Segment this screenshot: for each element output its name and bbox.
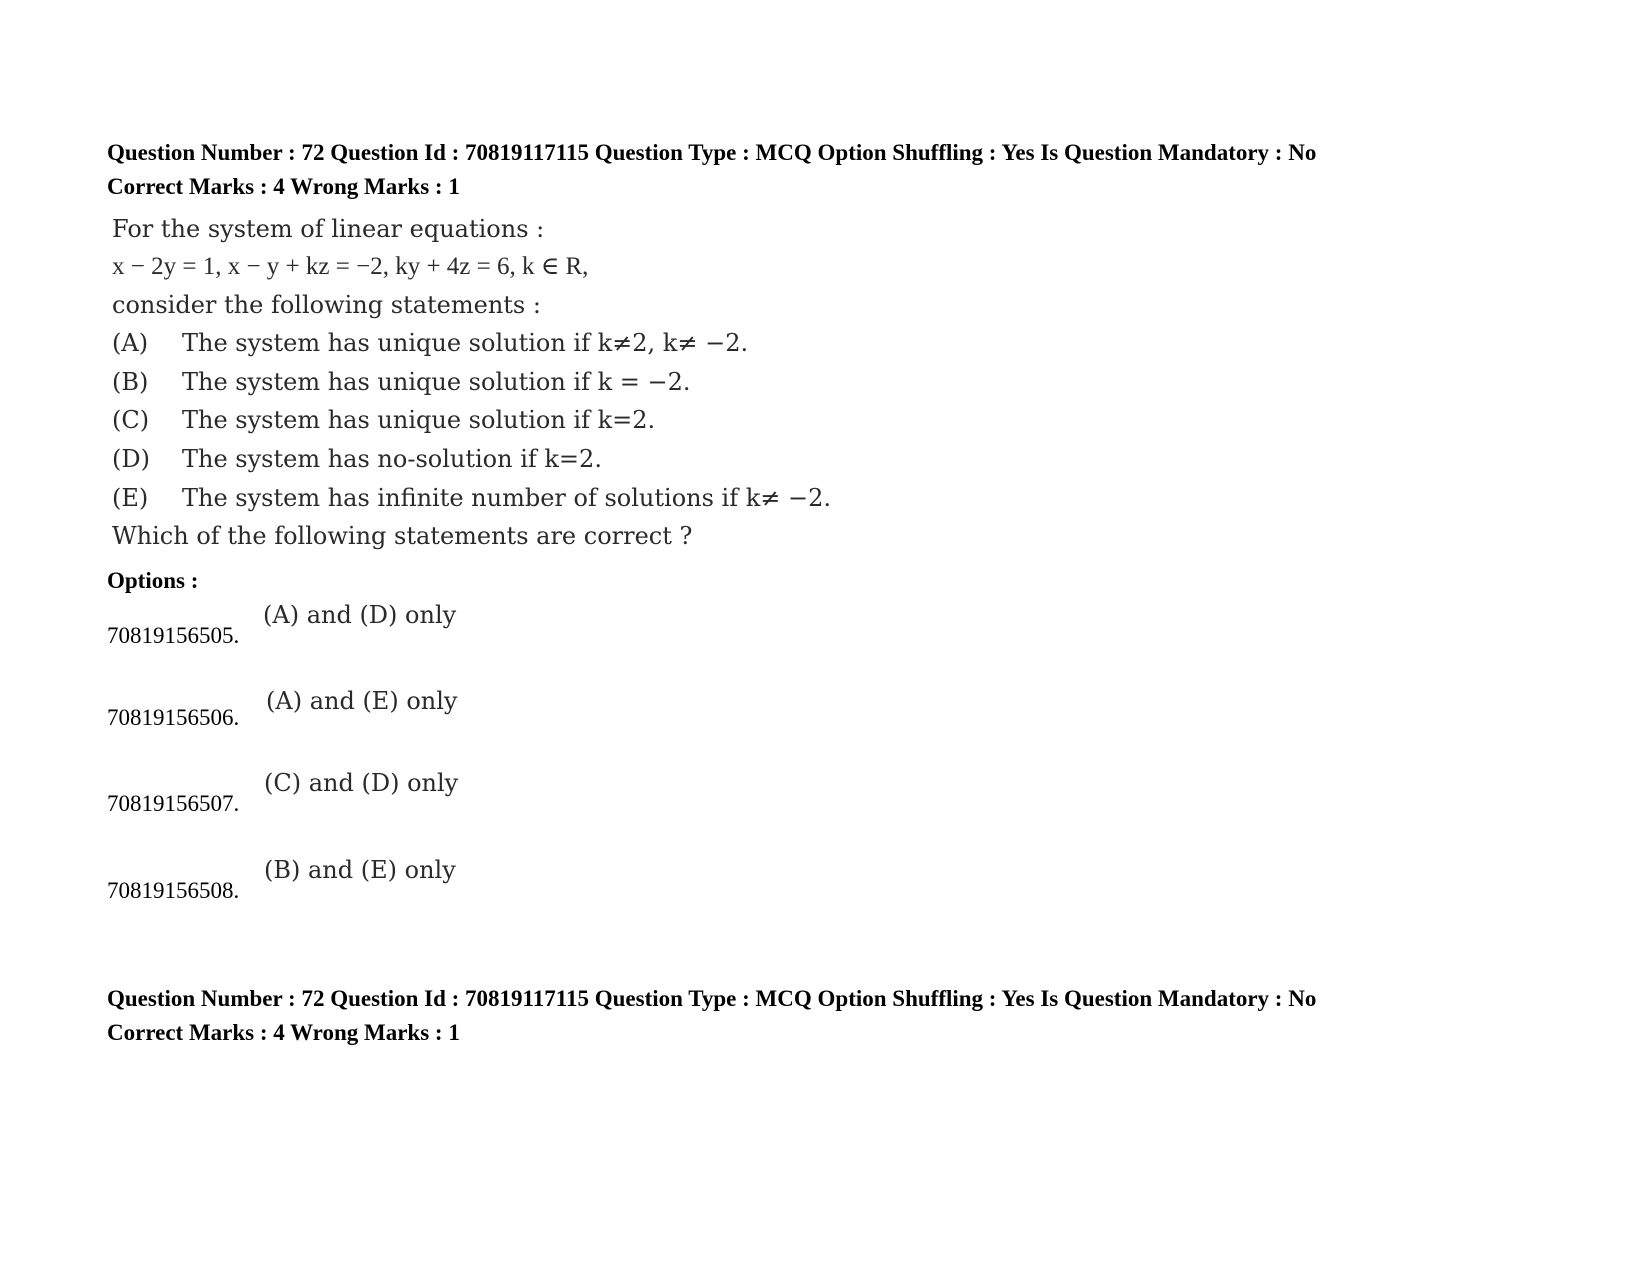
- option-text: (C) and (D) only: [264, 769, 459, 797]
- option-id: 70819156507.: [107, 791, 240, 816]
- statement-text: The system has infinite number of solutions if k≠ −2.: [182, 483, 832, 512]
- question-intro: For the system of linear equations :: [112, 215, 545, 243]
- statement-text: The system has unique solution if k=2.: [182, 406, 656, 435]
- option-id: 70819156508.: [107, 878, 240, 903]
- statement-d: [112, 440, 872, 479]
- statement-c: [112, 401, 872, 440]
- options-label: Options :: [107, 568, 199, 593]
- statement-label: (C): [112, 406, 150, 435]
- next-question-header: [107, 982, 1316, 1050]
- statement-text: The system has unique solution if k = −2.: [182, 367, 691, 396]
- option-id: 70819156506.: [107, 705, 240, 730]
- question-equations: x − 2y = 1, x − y + kz = −2, ky + 4z = 6, k ∈ R,: [112, 253, 589, 280]
- statement-text: The system has unique solution if k≠2, k≠ −2.: [182, 329, 749, 357]
- question-header: [107, 136, 1316, 204]
- option-text: (A) and (E) only: [266, 687, 458, 715]
- statement-a: [112, 324, 872, 363]
- option-text: (B) and (E) only: [264, 856, 456, 884]
- statement-text: The system has no-solution if k=2.: [182, 445, 602, 474]
- statement-label: (B): [112, 367, 149, 396]
- statement-b: [112, 363, 872, 402]
- marks-line: Correct Marks : 4 Wrong Marks : 1: [107, 1020, 460, 1045]
- question-meta-line: Question Number : 72 Question Id : 70819117115 Question Type : MCQ Option Shuffling : Yes Is Question Mandatory : No: [107, 986, 1317, 1011]
- question-closing: Which of the following statements are correct ?: [112, 522, 693, 551]
- question-meta-line: Question Number : 72 Question Id : 70819117115 Question Type : MCQ Option Shuffling : Yes Is Question Mandatory : No: [107, 140, 1317, 165]
- option-id: 70819156505.: [107, 623, 240, 648]
- statement-label: (D): [112, 445, 150, 474]
- question-body: [112, 210, 872, 556]
- statement-e: [112, 479, 872, 518]
- option-text: (A) and (D) only: [263, 601, 457, 629]
- marks-line: Correct Marks : 4 Wrong Marks : 1: [107, 174, 460, 199]
- statement-label: (E): [112, 483, 149, 512]
- question-prompt: consider the following statements :: [112, 291, 541, 319]
- statement-label: (A): [112, 329, 149, 357]
